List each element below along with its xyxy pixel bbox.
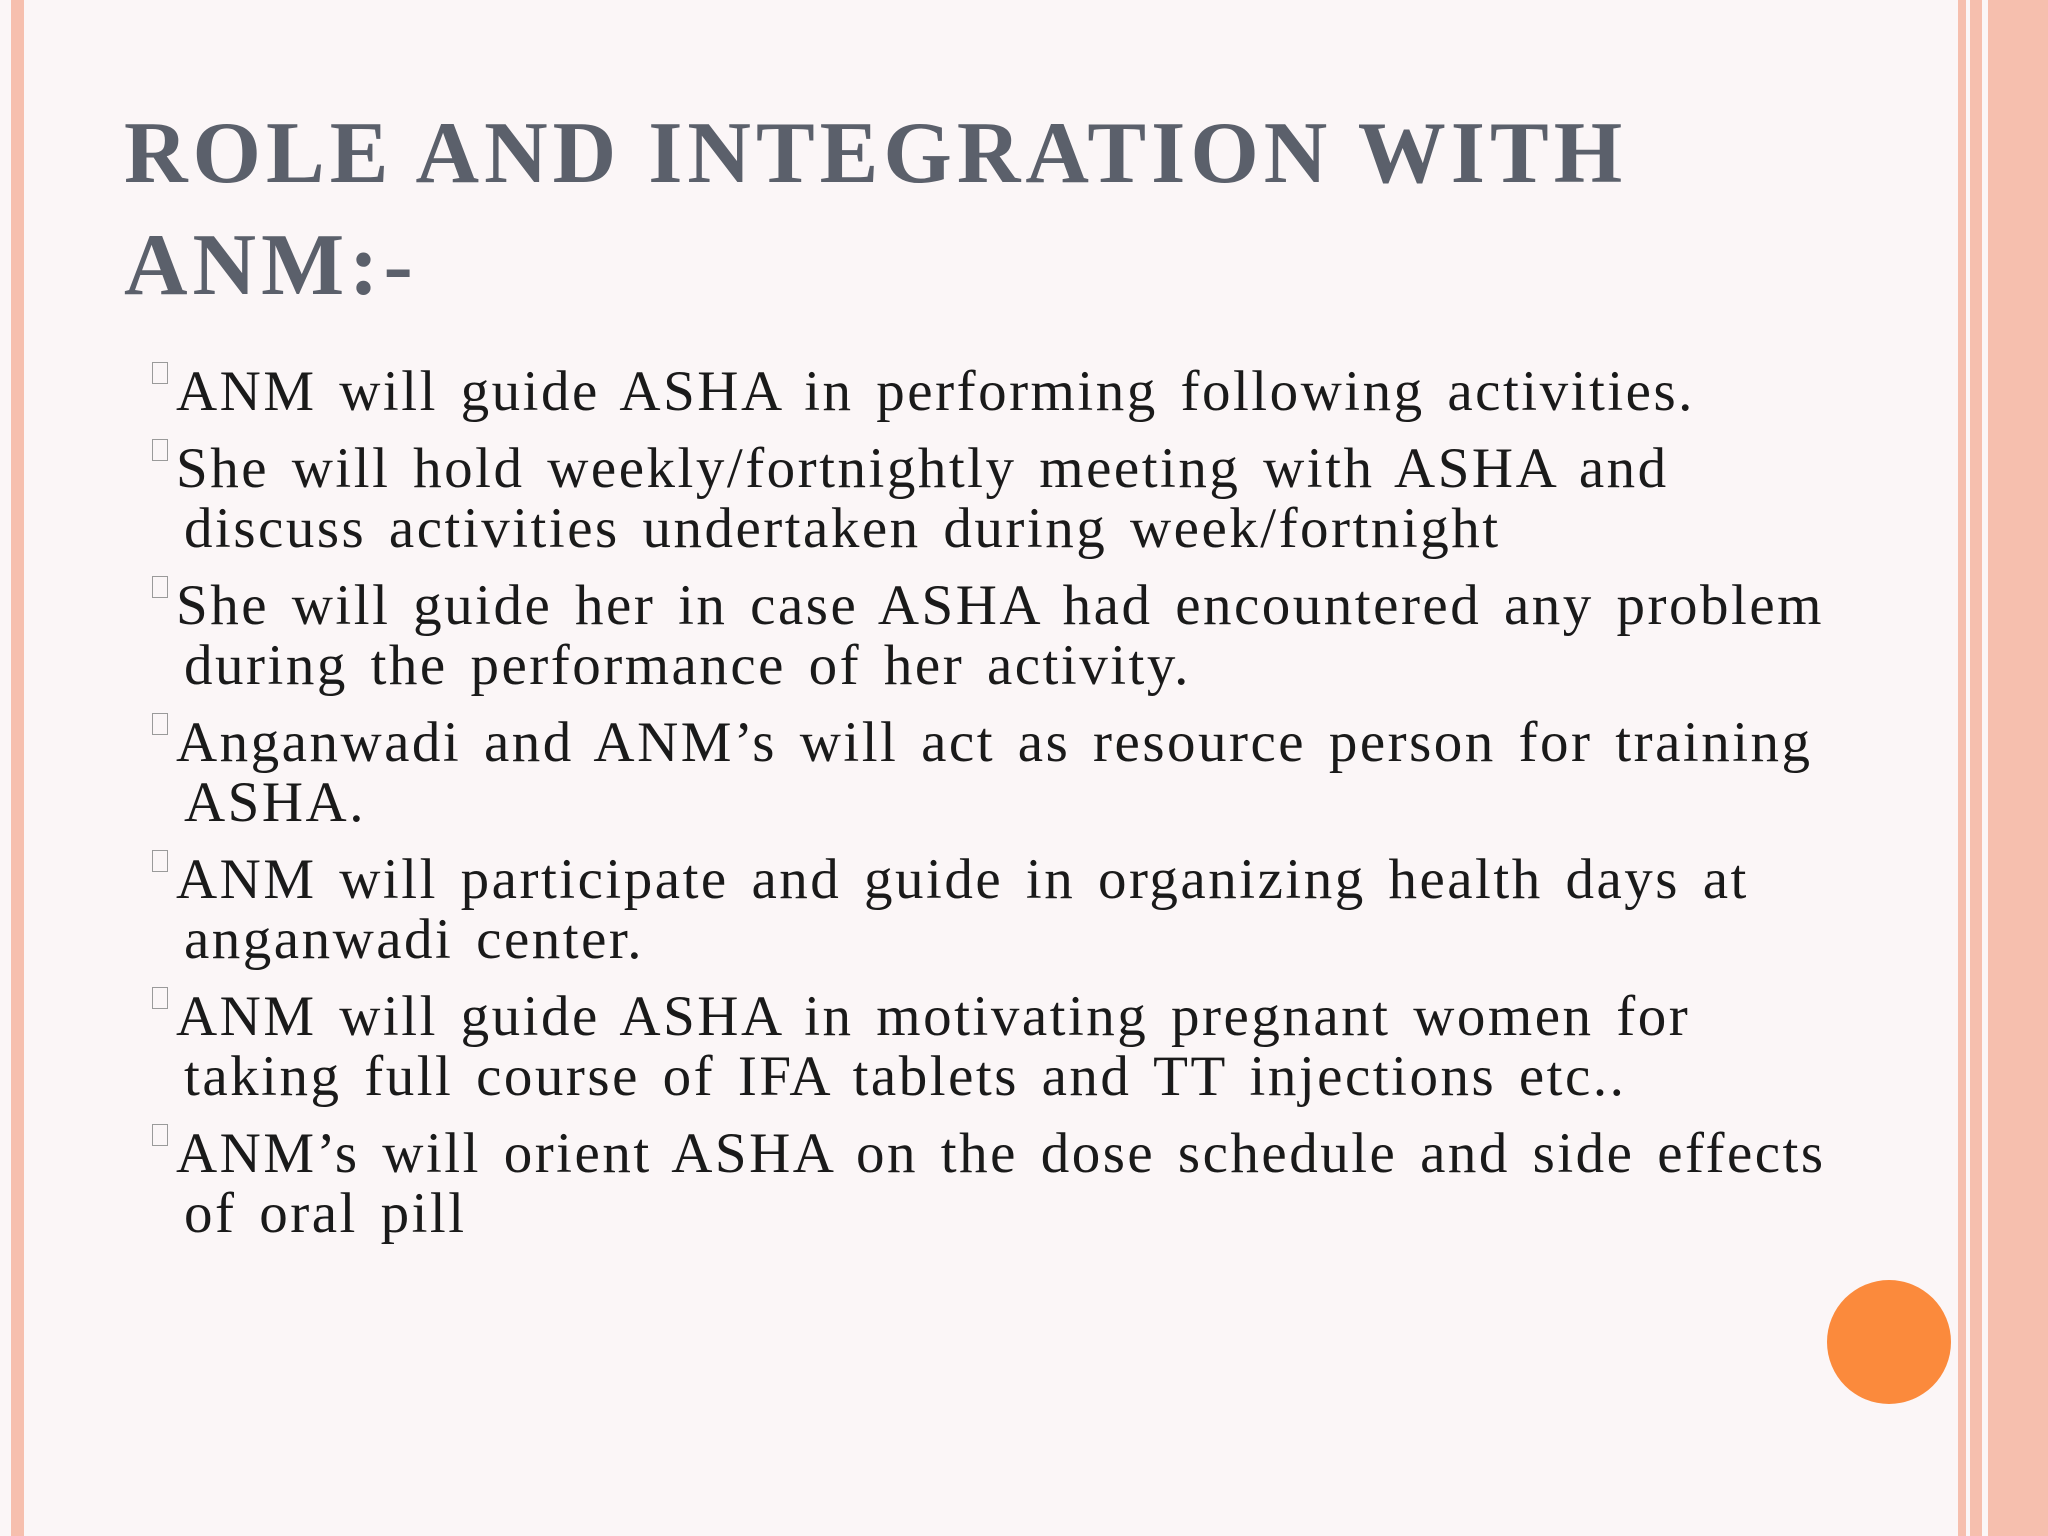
bullet-item <box>126 362 1826 422</box>
right-stripe-decoration <box>1958 0 1966 1536</box>
bullet-text: ANM will guide ASHA in performing following activities. <box>176 360 1695 423</box>
bullet-item <box>126 713 1826 833</box>
orange-circle-decoration <box>1827 1280 1951 1404</box>
bullet-item <box>126 576 1826 696</box>
bullet-item <box>126 1124 1826 1244</box>
slide-title: ROLE AND INTEGRATION WITH ANM:- <box>124 105 1628 314</box>
bullet-item <box>126 850 1826 970</box>
square-bullet-icon <box>152 439 168 461</box>
square-bullet-icon <box>152 1124 168 1146</box>
bullet-text: ANM will guide ASHA in motivating pregnant women for taking full course of IFA tablets and TT injections etc.. <box>176 985 1691 1108</box>
square-bullet-icon <box>152 850 168 872</box>
bullet-text: Anganwadi and ANM’s will act as resource person for training ASHA. <box>176 711 1813 834</box>
bullet-item <box>126 439 1826 559</box>
square-bullet-icon <box>152 362 168 384</box>
bullet-text: ANM’s will orient ASHA on the dose schedule and side effects of oral pill <box>176 1122 1826 1245</box>
right-stripe-decoration <box>1970 0 1982 1536</box>
bullet-text: She will guide her in case ASHA had encountered any problem during the performance of her activity. <box>176 574 1824 697</box>
square-bullet-icon <box>152 713 168 735</box>
left-border-decoration <box>11 0 24 1536</box>
bullet-list <box>126 362 1826 1261</box>
bullet-text: ANM will participate and guide in organizing health days at anganwadi center. <box>176 848 1749 971</box>
square-bullet-icon <box>152 576 168 598</box>
right-band-decoration <box>1988 0 2048 1536</box>
bullet-item <box>126 987 1826 1107</box>
bullet-text: She will hold weekly/fortnightly meeting with ASHA and discuss activities undertaken during week/fortnight <box>176 437 1669 560</box>
square-bullet-icon <box>152 987 168 1009</box>
